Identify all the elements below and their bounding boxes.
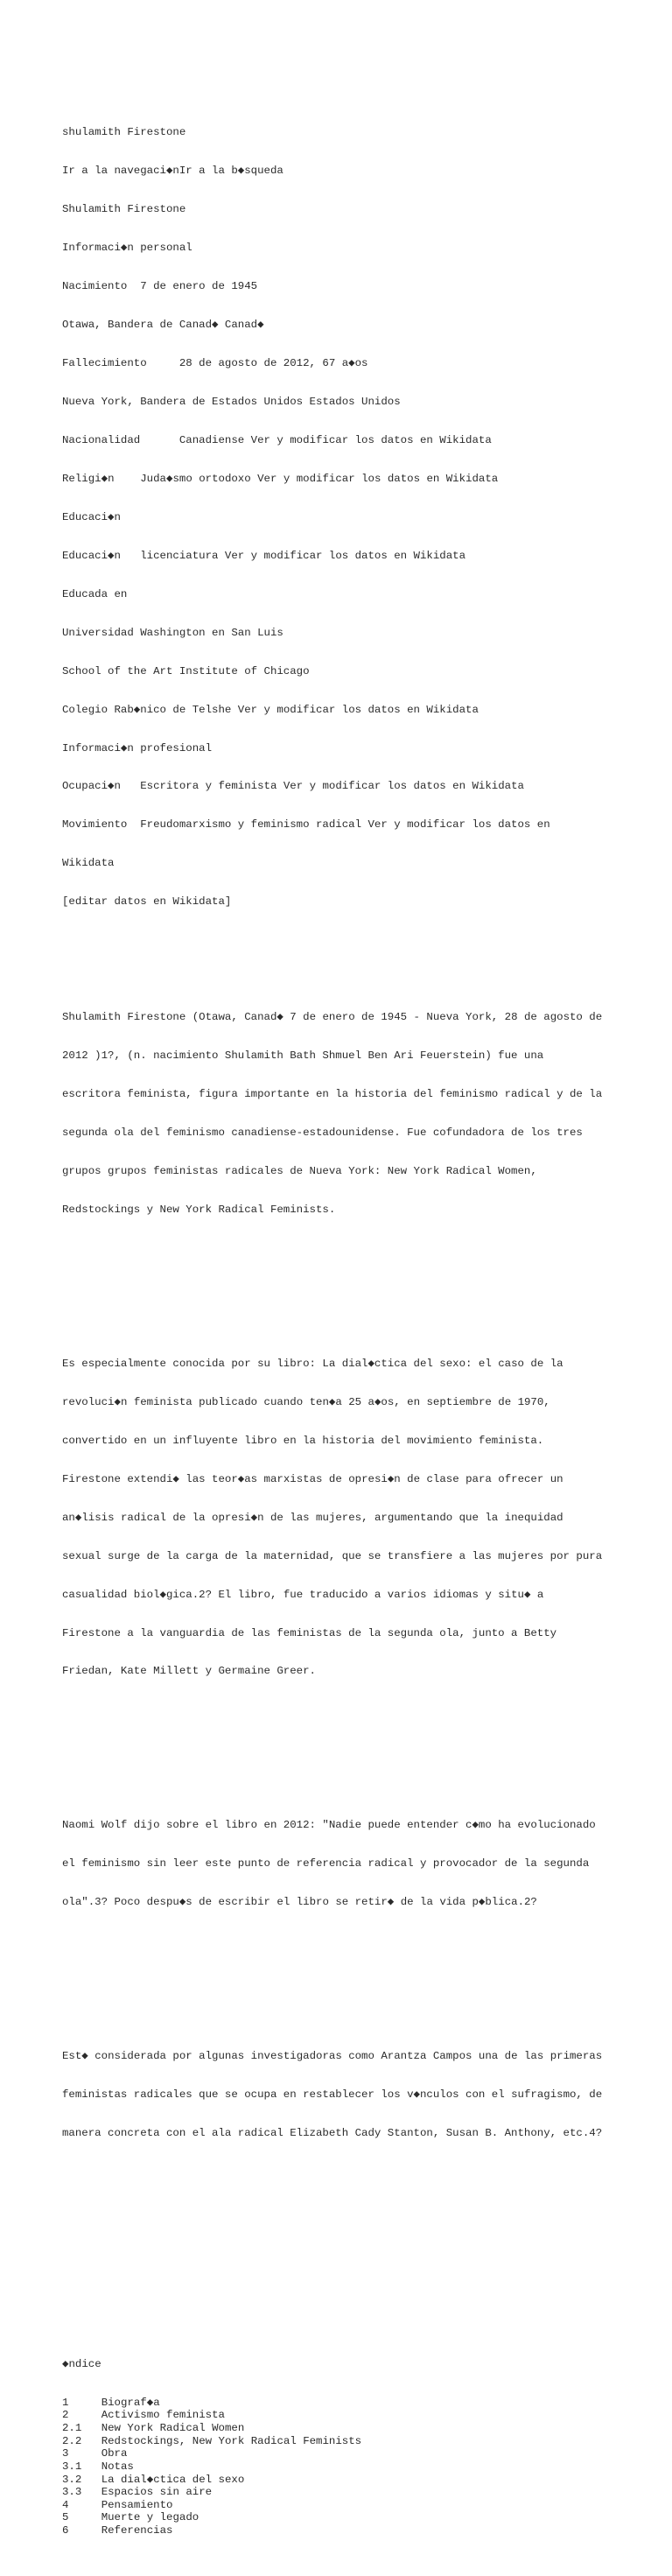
paragraph-line: sexual surge de la carga de la maternidad, que se transfiere a las mujeres por pura [62,1549,603,1562]
toc-item-number: 2 [62,2409,69,2422]
toc-item[interactable] [62,2435,622,2448]
infobox-religion: Religi◆n Juda◆smo ortodoxo Ver y modificar los datos en Wikidata [62,472,499,485]
infobox-birth-place: Otawa, Bandera de Canad◆ Canad◆ [62,319,264,332]
toc-item-label: La dial◆ctica del sexo [101,2473,245,2486]
infobox [62,101,622,934]
toc-item[interactable] [62,2422,622,2435]
toc-item-number: 3.3 [62,2486,82,2499]
infobox-heading: Shulamith Firestone [62,203,186,216]
toc-title: ◆ndice [62,2357,102,2370]
toc-item-label: Referencias [101,2524,173,2537]
infobox-birth: Nacimiento 7 de enero de 1945 [62,280,258,293]
paragraph-line: 2012 )1?, (n. nacimiento Shulamith Bath Shmuel Ben Ari Feuerstein) fue una [62,1049,544,1063]
toc-list [62,2397,622,2537]
toc-item-label: Espacios sin aire [101,2486,213,2499]
paragraph-line: Friedan, Kate Millett y Germaine Greer. [62,1665,316,1678]
toc-item-number: 5 [62,2511,69,2524]
infobox-educated-at: Educada en [62,587,128,600]
paragraph-line: Redstockings y New York Radical Feminists. [62,1204,336,1216]
toc-item-number: 3.1 [62,2460,82,2473]
infobox-edit-link: [editar datos en Wikidata] [62,895,232,909]
infobox-education: Educaci◆n licenciatura Ver y modificar los datos en Wikidata [62,549,466,562]
toc-item[interactable] [62,2397,622,2410]
paragraph-intro [62,986,622,1242]
paragraph-line: feministas radicales que se ocupa en restablecer los v◆nculos con el sufragismo, de [62,2088,603,2102]
toc-item-number: 2.1 [62,2421,82,2434]
paragraph-legacy [62,2025,622,2165]
paragraph-line: el feminismo sin leer este punto de referencia radical y provocador de la segunda [62,1857,590,1871]
paragraph-line: an◆lisis radical de la opresi◆n de las mujeres, argumentando que la inequidad [62,1511,564,1524]
infobox-school-2: School of the Art Institute of Chicago [62,664,310,677]
infobox-section-personal: Informaci◆n personal [62,242,192,255]
infobox-section-professional: Informaci◆n profesional [62,741,213,755]
paragraph-gap [62,2191,622,2204]
toc-item-number: 6 [62,2524,69,2537]
toc-item[interactable] [62,2474,622,2487]
skip-links: Ir a la navegaci◆nIr a la b◆squeda [62,165,284,178]
document-page [62,62,622,2576]
toc-item[interactable] [62,2447,622,2460]
paragraph-gap [62,1730,622,1743]
toc-item-label: Activismo feminista [101,2409,225,2422]
paragraph-quote [62,1793,622,1934]
toc-item-label: Pensamiento [101,2498,173,2511]
toc-item-number: 3 [62,2447,69,2460]
toc-item-label: Notas [101,2460,134,2473]
toc-item[interactable] [62,2511,622,2524]
paragraph-gap [62,1960,622,1973]
paragraph-line: revoluci◆n feminista publicado cuando ten◆a 25 a◆os, en septiembre de 1970, [62,1395,550,1408]
paragraph-line: manera concreta con el ala radical Elizabeth Cady Stanton, Susan B. Anthony, etc.4? [62,2126,603,2139]
toc-item[interactable] [62,2499,622,2512]
paragraph-line: Naomi Wolf dijo sobre el libro en 2012: "Nadie puede entender c◆mo ha evolucionado [62,1819,596,1832]
infobox-school-3: Colegio Rab◆nico de Telshe Ver y modificar los datos en Wikidata [62,703,479,716]
paragraph-line: grupos grupos feministas radicales de Nueva York: New York Radical Women, [62,1165,537,1178]
infobox-death-place: Nueva York, Bandera de Estados Unidos Estados Unidos [62,395,401,408]
toc-item-label: Redstockings, New York Radical Feminists [101,2434,362,2447]
toc-item[interactable] [62,2524,622,2537]
infobox-occupation: Ocupaci◆n Escritora y feminista Ver y modificar los datos en Wikidata [62,780,524,793]
paragraph-line: segunda ola del feminismo canadiense-estadounidense. Fue cofundadora de los tres [62,1127,583,1140]
doc-title: shulamith Firestone [62,126,186,139]
toc-item-label: Biograf◆a [101,2396,160,2409]
infobox-nationality: Nacionalidad Canadiense Ver y modificar los datos en Wikidata [62,433,492,446]
toc-item-number: 3.2 [62,2473,82,2486]
toc-item-number: 1 [62,2396,69,2409]
paragraph-book [62,1332,622,1704]
infobox-movement: Movimiento Freudomarxismo y feminismo radical Ver y modificar los datos en [62,818,550,832]
paragraph-gap [62,1267,622,1281]
infobox-section-education: Educaci◆n [62,510,121,523]
toc-item[interactable] [62,2460,622,2474]
paragraph-line: escritora feminista, figura importante en la historia del feminismo radical y de la [62,1088,603,1101]
toc-item-number: 4 [62,2498,69,2511]
infobox-school-1: Universidad Washington en San Luis [62,626,284,639]
paragraph-line: convertido en un influyente libro en la historia del movimiento feminista. [62,1434,544,1447]
infobox-movement-cont: Wikidata [62,857,115,870]
paragraph-line: Firestone extendi◆ las teor◆as marxistas de opresi◆n de clase para ofrecer un [62,1472,564,1485]
paragraph-line: casualidad biol◆gica.2? El libro, fue traducido a varios idiomas y situ◆ a [62,1588,544,1601]
paragraph-line: Shulamith Firestone (Otawa, Canad◆ 7 de enero de 1945 - Nueva York, 28 de agosto de [62,1011,603,1024]
paragraph-line: Est◆ considerada por algunas investigadoras como Arantza Campos una de las primeras [62,2050,603,2063]
toc-item-number: 2.2 [62,2434,82,2447]
paragraph-gap [62,2229,622,2243]
paragraph-line: Es especialmente conocida por su libro: La dial◆ctica del sexo: el caso de la [62,1357,564,1370]
toc-item-label: New York Radical Women [101,2421,245,2434]
table-of-contents [62,2332,622,2563]
toc-item[interactable] [62,2409,622,2422]
toc-item-label: Obra [101,2447,128,2460]
toc-item[interactable] [62,2486,622,2499]
paragraph-line: Firestone a la vanguardia de las feministas de la segunda ola, junto a Betty [62,1626,557,1639]
paragraph-gap [62,2268,622,2281]
paragraph-line: ola".3? Poco despu◆s de escribir el libro se retir◆ de la vida p◆blica.2? [62,1896,537,1909]
infobox-death: Fallecimiento 28 de agosto de 2012, 67 a◆os [62,357,368,369]
toc-item-label: Muerte y legado [101,2511,200,2524]
